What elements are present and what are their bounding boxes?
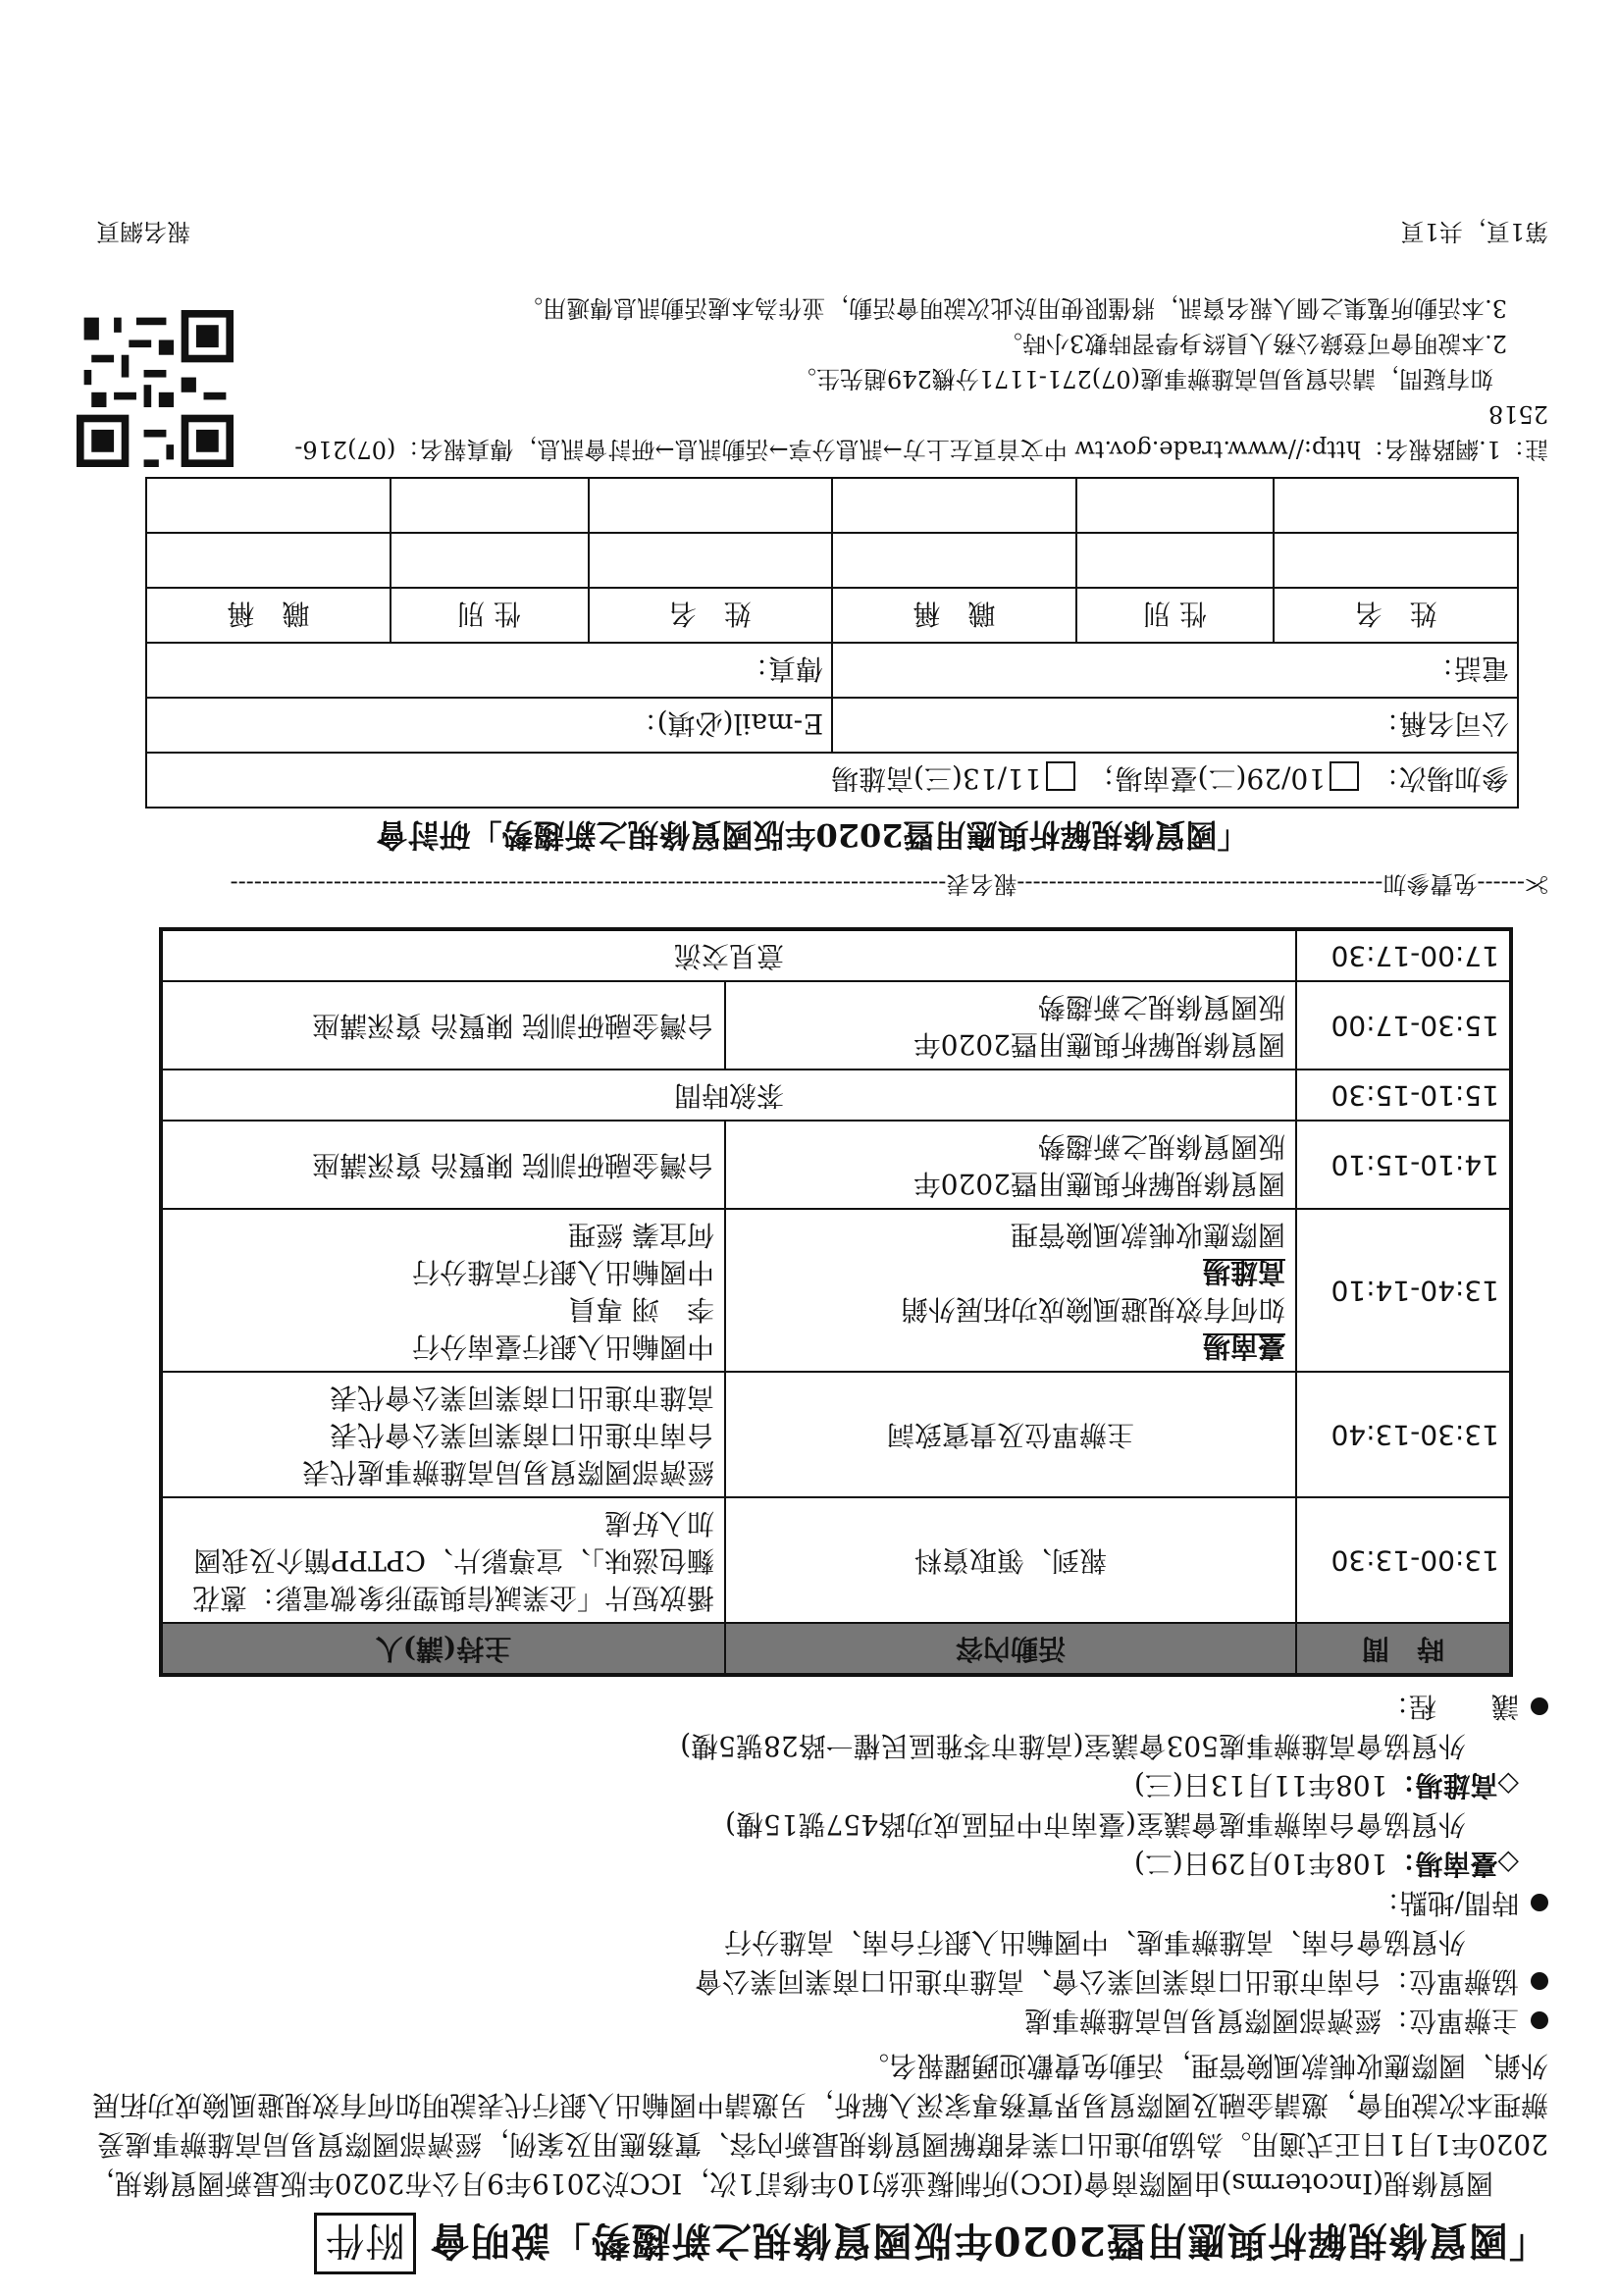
phone-field[interactable]: 電話：: [832, 643, 1518, 698]
fax-field[interactable]: 傳真：: [146, 643, 832, 698]
name-input[interactable]: [1275, 478, 1519, 533]
cut-line: ✂------免費參加----------------------------------------------報名表------------------------------------------------------------------------------------------: [230, 870, 1548, 898]
attendee-row: [146, 478, 1518, 533]
kaohsiung-checkbox[interactable]: [1046, 762, 1075, 792]
bullet-icon: [1519, 1687, 1548, 1726]
header-time: 時 間: [1296, 1623, 1511, 1675]
table-row: 17:00-17:30 意見交流: [161, 929, 1511, 981]
name-input[interactable]: [1275, 533, 1519, 588]
bullet-icon: [1519, 1961, 1548, 2001]
signup-link[interactable]: 報名網頁: [96, 218, 190, 245]
attendee-row: [146, 533, 1518, 588]
agenda-table: [159, 927, 1513, 1677]
title-text: 「國貿條規解析與應用暨2020年版國貿條規之新趨勢」說明會: [429, 2218, 1548, 2264]
gender-input[interactable]: [391, 533, 589, 588]
tainan-session: ◇臺南場：108年10月29日(二): [1133, 1848, 1519, 1880]
header-content: 活動內容: [725, 1623, 1296, 1675]
gender-input[interactable]: [1076, 533, 1275, 588]
registration-title: 「國貿條規解析與應用暨2020年版國貿條規之新趨勢」研討會: [376, 816, 1249, 854]
title-input[interactable]: [832, 533, 1076, 588]
event-info: [77, 1687, 1548, 2040]
bullet-icon: [1519, 1883, 1548, 1922]
table-row: 15:30-17:00 國貿條規解析與應用暨2020年 版國貿條規之新趨勢 台灣金融研訓院 陳賢治 資深講座: [161, 981, 1511, 1070]
notes-section: 註：1.網路報名：http://www.trade.gov.tw 中文首頁左上方→訊息分享→活動訊息→研討會訊息，傳真報名：(07)216-2518 如有疑問，請洽貿易局高雄辦事處(07)271-1171分機249趙先生。 2.本說明會可登錄公務人員終身學習時數3小時。 3.本活動所蒐集之個人報名資訊，將僅限使用於此次說明會活動，並作為本處活動訊息傳遞用。: [77, 271, 1548, 467]
registration-form: [145, 477, 1519, 809]
email-field[interactable]: E-mail(必填)：: [146, 698, 832, 753]
title-input[interactable]: [146, 478, 391, 533]
coorganizer-line-2: 外貿協會台南、高雄辦事處、中國輸出入銀行台南、高雄分行: [723, 1926, 1466, 1958]
page-number: 第1頁，共1頁: [1400, 218, 1548, 245]
table-row: 14:10-15:10 國貿條規解析與應用暨2020年 版國貿條規之新趨勢 台灣金融研訓院 陳賢治 資深講座: [161, 1121, 1511, 1209]
tainan-venue: 外貿協會台南辦事處會議室(臺南市中西區成功路457號15樓): [725, 1808, 1466, 1841]
gender-input[interactable]: [1076, 478, 1275, 533]
timeplace-line: 時間/地點：: [77, 1883, 1548, 1922]
title-input[interactable]: [146, 533, 391, 588]
tainan-checkbox[interactable]: [1330, 762, 1359, 792]
page-footer: [96, 217, 1548, 251]
phone-row: [146, 643, 1518, 698]
agenda-label-line: 議 程：: [77, 1687, 1548, 1726]
table-row: 15:10-15:30 茶敘時間: [161, 1070, 1511, 1121]
table-row: 13:30-13:40 主辦單位及貴賓致詞 經濟部國際貿易局高雄辦事處代表 台南市進出口商業同業公會代表 高雄市進出口商業同業公會代表: [161, 1372, 1511, 1497]
qr-code-icon[interactable]: [77, 310, 234, 467]
name-input[interactable]: [589, 533, 833, 588]
document-title: [77, 2213, 1548, 2274]
kaohsiung-session: ◇高雄場：108年11月13日(三): [1133, 1769, 1519, 1801]
table-row: 13:00-13:30 報到、領取資料 播放短片「企業誠信與塑形象微電影：蔥花麵包滋味」、宣導影片、CPTPP簡介及我國加入好處: [161, 1497, 1511, 1623]
bullet-icon: [1519, 2001, 1548, 2040]
company-field[interactable]: 公司名稱：: [832, 698, 1518, 753]
kaohsiung-venue: 外貿協會高雄辦事處503會議室(高雄市苓雅區民權一路28號5樓): [680, 1730, 1466, 1762]
coorganizer-line: 協辦單位： 台南市進出口商業同業公會、高雄市進出口商業同業公會: [77, 1961, 1548, 2001]
title-input[interactable]: [832, 478, 1076, 533]
organizer-line: 主辦單位： 經濟部國際貿易局高雄辦事處: [77, 2001, 1548, 2040]
agenda-header-row: [161, 1623, 1511, 1675]
gender-input[interactable]: [391, 478, 589, 533]
name-input[interactable]: [589, 478, 833, 533]
attachment-badge: 附件: [314, 2213, 416, 2274]
attendee-header-row: 姓 名 性 別 職 稱 姓 名 性 別 職 稱: [146, 588, 1518, 643]
header-host: 主持(講)人: [161, 1623, 725, 1675]
company-row: [146, 698, 1518, 753]
session-row: 參加場次： 10/29(二)臺南場； 11/13(三)高雄場: [146, 753, 1518, 808]
intro-paragraph: 國貿條規(Incoterms)由國際商會(ICC)所制擬並約10年修訂1次，ICC於2019年9月公布2020年版最新國貿條規，2020年1月1日正式適用。為協助進出口業者瞭解國貿條規最新內容、實務應用及案例，經濟部國際貿易局高雄辦事處爰辦理本次說明會，邀請金融及國際貿易界實務專家深入解析，另邀請中國輸出入銀行代表說明如何有效規避風險成功拓展外銷、國際應收帳款風險管理，活動免費歡迎踴躍報名。: [86, 2050, 1548, 2200]
table-row: 13:40-14:10 臺南場 如何有效規避風險成功拓展外銷 高雄場 國際應收帳款風險管理 中國輸出入銀行臺南分行 李 翊 專員 中國輸出入銀行高雄分行 何宜蓁 經理: [161, 1209, 1511, 1372]
